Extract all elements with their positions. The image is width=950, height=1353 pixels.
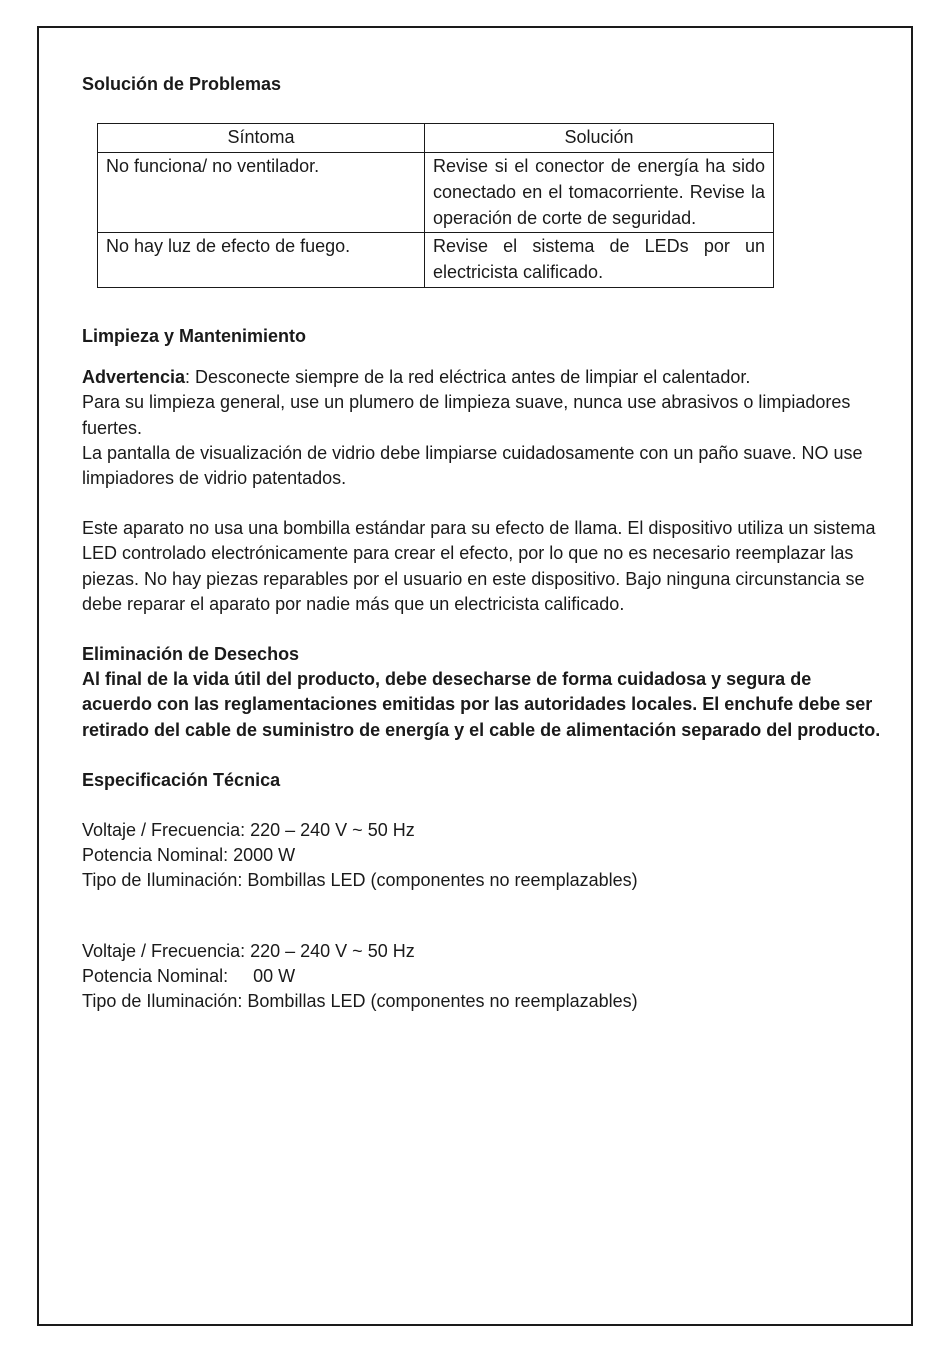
warning-text: : Desconecte siempre de la red eléctrica antes de limpiar el calentador.	[185, 367, 751, 388]
table-row	[98, 233, 774, 288]
spec-voltage: Voltaje / Frecuencia: 220 – 240 V ~ 50 Hz	[82, 940, 415, 961]
document-content	[82, 72, 882, 1014]
spec-power: Potencia Nominal: 00 W	[82, 965, 296, 986]
troubleshooting-table	[97, 123, 774, 288]
warning-label: Advertencia	[82, 367, 186, 388]
symptom-cell: No hay luz de efecto de fuego.	[98, 233, 425, 288]
disposal-text: Al final de la vida útil del producto, debe desecharse de forma cuidadosa y segura de acuerdo con las reglamentaciones emitidas por las autoridades locales. El enchufe debe ser retirado del cable de suministro de energía y el cable de alimentación separado del producto.	[82, 669, 881, 740]
led-paragraph: Este aparato no usa una bombilla estándar para su efecto de llama. El dispositivo utiliza un sistema LED controlado electrónicamente para crear el efecto, por lo que no es necesario reemplazar las piezas. No hay piezas reparables por el usuario en este dispositivo. Bajo ninguna circunstancia se debe reparar el aparato por nadie más que un electricista calificado.	[82, 518, 876, 614]
solution-header: Solución	[425, 124, 774, 153]
glass-cleaning-text: La pantalla de visualización de vidrio debe limpiarse cuidadosamente con un paño suave. NO use limpiadores de vidrio patentados.	[82, 442, 863, 488]
spec-voltage: Voltaje / Frecuencia: 220 – 240 V ~ 50 Hz	[82, 820, 415, 841]
solution-cell: Revise si el conector de energía ha sido conectado en el tomacorriente. Revise la operación de corte de seguridad.	[425, 153, 774, 233]
table-row	[98, 153, 774, 233]
general-cleaning-text: Para su limpieza general, use un plumero de limpieza suave, nunca use abrasivos o limpiadores fuertes.	[82, 392, 851, 438]
spec-lighting: Tipo de Iluminación: Bombillas LED (componentes no reemplazables)	[82, 870, 638, 891]
specs-title: Especificación Técnica	[82, 769, 281, 790]
symptom-header: Síntoma	[98, 124, 425, 153]
spec-lighting: Tipo de Iluminación: Bombillas LED (componentes no reemplazables)	[82, 991, 638, 1012]
disposal-title: Eliminación de Desechos	[82, 644, 300, 665]
cleaning-title: Limpieza y Mantenimiento	[82, 325, 307, 346]
spec-power: Potencia Nominal: 2000 W	[82, 845, 296, 866]
symptom-cell: No funciona/ no ventilador.	[98, 153, 425, 233]
table-header-row	[98, 124, 774, 153]
troubleshooting-title: Solución de Problemas	[82, 74, 282, 94]
warning-line	[82, 365, 882, 390]
solution-cell: Revise el sistema de LEDs por un electricista calificado.	[425, 233, 774, 288]
